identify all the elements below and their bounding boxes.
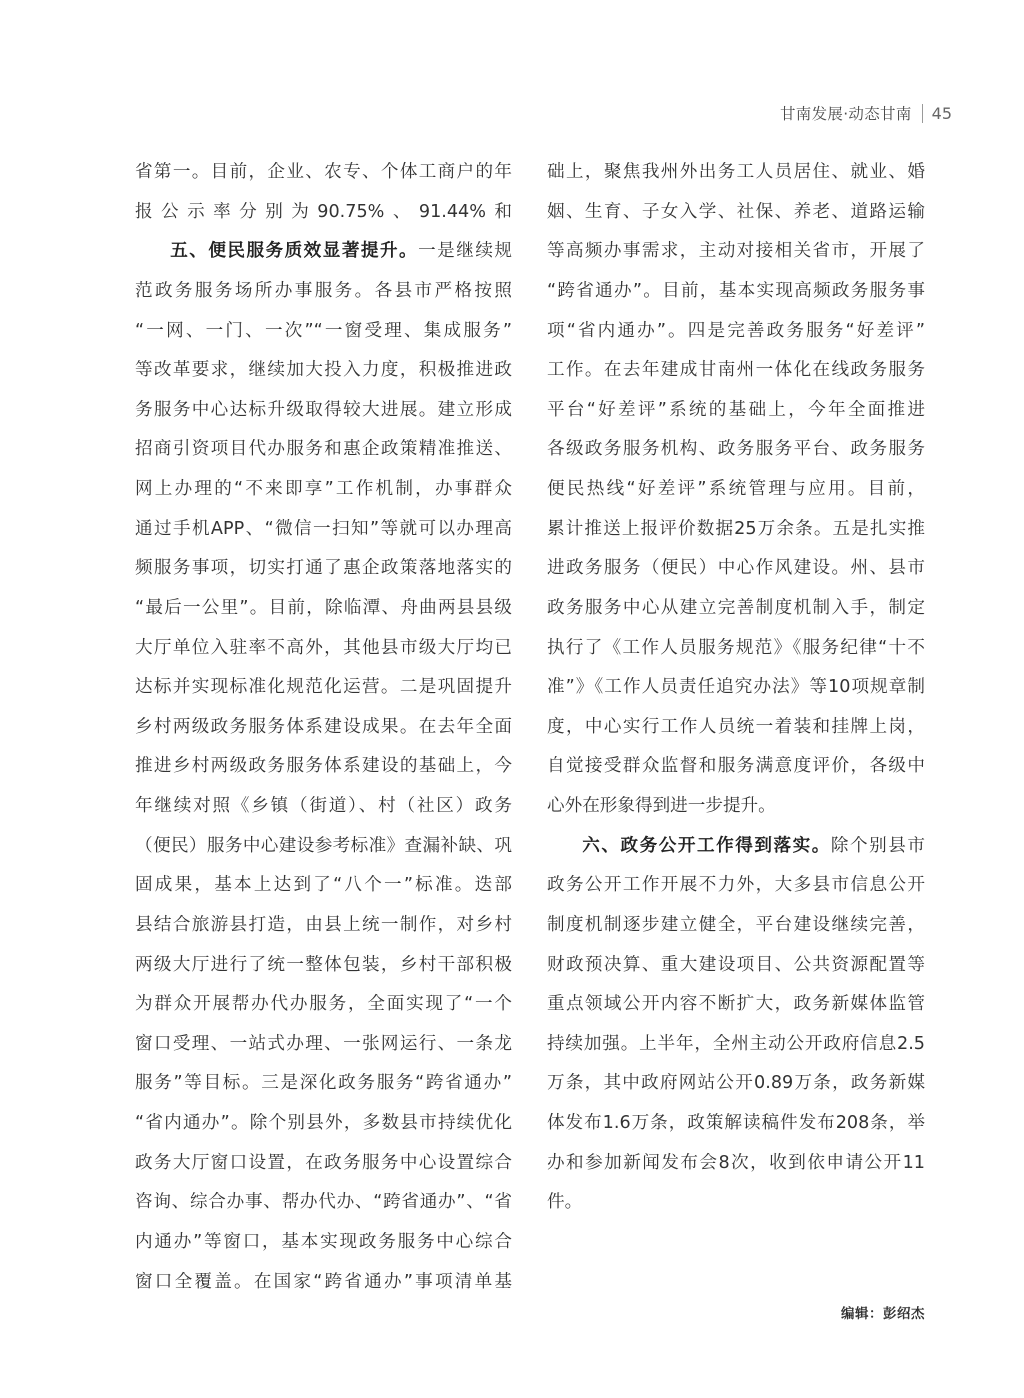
text-line: 报公示率分别为90.75%、91.44%和 bbox=[135, 201, 512, 222]
section-heading: 五、便民服务质效显著提升。 bbox=[170, 241, 419, 262]
text-line: 各级政务服务机构、政务服务平台、政务服务 bbox=[547, 439, 925, 460]
text-line bbox=[135, 232, 512, 272]
text-line: 政务服务中心从建立完善制度机制入手，制定 bbox=[547, 597, 925, 618]
paragraph bbox=[135, 153, 512, 232]
text-line: 体发布1.6万条，政策解读稿件发布208条，举 bbox=[547, 1113, 925, 1133]
text-line: 服务”等目标。三是深化政务服务“跨省通办” bbox=[135, 1073, 512, 1094]
text-line: 咨询、综合办事、帮办代办、“跨省通办”、“省 bbox=[135, 1192, 512, 1213]
text-line: “跨省通办”。目前，基本实现高频政务服务事 bbox=[547, 280, 925, 301]
text-line: 础上，聚焦我州外出务工人员居住、就业、婚 bbox=[547, 162, 925, 182]
text-line: 等改革要求，继续加大投入力度，积极推进政 bbox=[135, 360, 512, 381]
paragraph bbox=[135, 232, 512, 1302]
text-line: 制度机制逐步建立健全，平台建设继续完善， bbox=[547, 914, 925, 935]
text-line: “省内通办”。除个别县外，多数县市持续优化 bbox=[135, 1113, 512, 1133]
text-line: 件。 bbox=[547, 1192, 583, 1213]
text-line: 持续加强。上半年，全州主动公开政府信息2.5 bbox=[547, 1033, 925, 1054]
text-line: 通过手机APP、“微信一扫知”等就可以办理高 bbox=[135, 518, 512, 539]
text-line-fragment: 除个别县市 bbox=[830, 835, 925, 856]
text-line: 固成果，基本上达到了“八个一”标准。迭部 bbox=[135, 875, 512, 896]
text-line: 度，中心实行工作人员统一着装和挂牌上岗， bbox=[547, 716, 925, 737]
header-divider bbox=[922, 104, 923, 123]
text-line: 为群众开展帮办代办服务，全面实现了“一个 bbox=[135, 994, 512, 1015]
text-line: 便民热线“好差评”系统管理与应用。目前， bbox=[547, 479, 925, 499]
text-line bbox=[547, 827, 925, 867]
text-line-fragment: 一是继续规 bbox=[418, 241, 512, 262]
text-line: 执行了《工作人员服务规范》《服务纪律“十不 bbox=[547, 637, 925, 658]
text-line: 等高频办事需求，主动对接相关省市，开展了 bbox=[547, 241, 925, 262]
text-line: 财政预决算、重大建设项目、公共资源配置等 bbox=[547, 954, 925, 975]
text-line: 办和参加新闻发布会8次，收到依申请公开11 bbox=[547, 1152, 925, 1173]
right-column bbox=[547, 153, 925, 1223]
text-line: 频服务事项，切实打通了惠企政策落地落实的 bbox=[135, 558, 512, 579]
text-line: 大厅单位入驻率不高外，其他县市级大厅均已 bbox=[135, 637, 512, 658]
text-line: 窗口受理、一站式办理、一张网运行、一条龙 bbox=[135, 1033, 512, 1054]
text-line: “最后一公里”。目前，除临潭、舟曲两县县级 bbox=[135, 597, 512, 618]
text-line: 两级大厅进行了统一整体包装，乡村干部积极 bbox=[135, 954, 512, 975]
editor-credit: 编辑：彭绍杰 bbox=[841, 1306, 925, 1322]
text-line: 心外在形象得到进一步提升。 bbox=[547, 796, 776, 816]
text-line: 政务大厅窗口设置，在政务服务中心设置综合 bbox=[135, 1152, 512, 1173]
text-line: （便民）服务中心建设参考标准》查漏补缺、巩 bbox=[135, 835, 512, 856]
text-line: 乡村两级政务服务体系建设成果。在去年全面 bbox=[135, 716, 512, 737]
text-line: 准”》《工作人员责任追究办法》等10项规章制 bbox=[547, 677, 925, 698]
text-line: 重点领域公开内容不断扩大，政务新媒体监管 bbox=[547, 994, 925, 1015]
paragraph bbox=[547, 827, 925, 1223]
text-line: 内通办”等窗口，基本实现政务服务中心综合 bbox=[135, 1231, 512, 1252]
text-line: 累计推送上报评价数据25万余条。五是扎实推 bbox=[547, 518, 925, 539]
text-line: 自觉接受群众监督和服务满意度评价，各级中 bbox=[547, 756, 925, 777]
text-line: 项“省内通办”。四是完善政务服务“好差评” bbox=[547, 320, 925, 341]
left-column bbox=[135, 153, 512, 1302]
text-line: 县结合旅游县打造，由县上统一制作，对乡村 bbox=[135, 914, 512, 935]
text-line: 范政务服务场所办事服务。各县市严格按照 bbox=[135, 280, 512, 301]
text-line: 政务公开工作开展不力外，大多县市信息公开 bbox=[547, 875, 925, 896]
text-line: 招商引资项目代办服务和惠企政策精准推送、 bbox=[135, 439, 512, 460]
text-line: 工作。在去年建成甘南州一体化在线政务服务 bbox=[547, 360, 925, 381]
text-line: 达标并实现标准化规范化运营。二是巩固提升 bbox=[135, 677, 512, 698]
section-heading: 六、政务公开工作得到落实。 bbox=[582, 835, 831, 856]
text-line: “一网、一门、一次”“一窗受理、集成服务” bbox=[135, 320, 512, 341]
running-header bbox=[780, 100, 952, 126]
text-line: 推进乡村两级政务服务体系建设的基础上，今 bbox=[135, 756, 512, 777]
text-line: 省第一。目前，企业、农专、个体工商户的年 bbox=[135, 162, 512, 182]
text-line: 务服务中心达标升级取得较大进展。建立形成 bbox=[135, 399, 512, 420]
paragraph bbox=[547, 153, 925, 827]
page-number: 45 bbox=[931, 103, 952, 123]
text-line: 平台“好差评”系统的基础上，今年全面推进 bbox=[547, 399, 925, 420]
section-title: 甘南发展·动态甘南 bbox=[780, 105, 912, 123]
text-line: 万条，其中政府网站公开0.89万条，政务新媒 bbox=[547, 1073, 925, 1094]
text-line: 窗口全覆盖。在国家“跨省通办”事项清单基 bbox=[135, 1271, 512, 1292]
text-line: 姻、生育、子女入学、社保、养老、道路运输 bbox=[547, 201, 925, 222]
text-line: 进政务服务（便民）中心作风建设。州、县市 bbox=[547, 558, 925, 579]
text-line: 年继续对照《乡镇（街道）、村（社区）政务 bbox=[135, 796, 512, 816]
text-line: 网上办理的“不来即享”工作机制，办事群众 bbox=[135, 479, 512, 499]
